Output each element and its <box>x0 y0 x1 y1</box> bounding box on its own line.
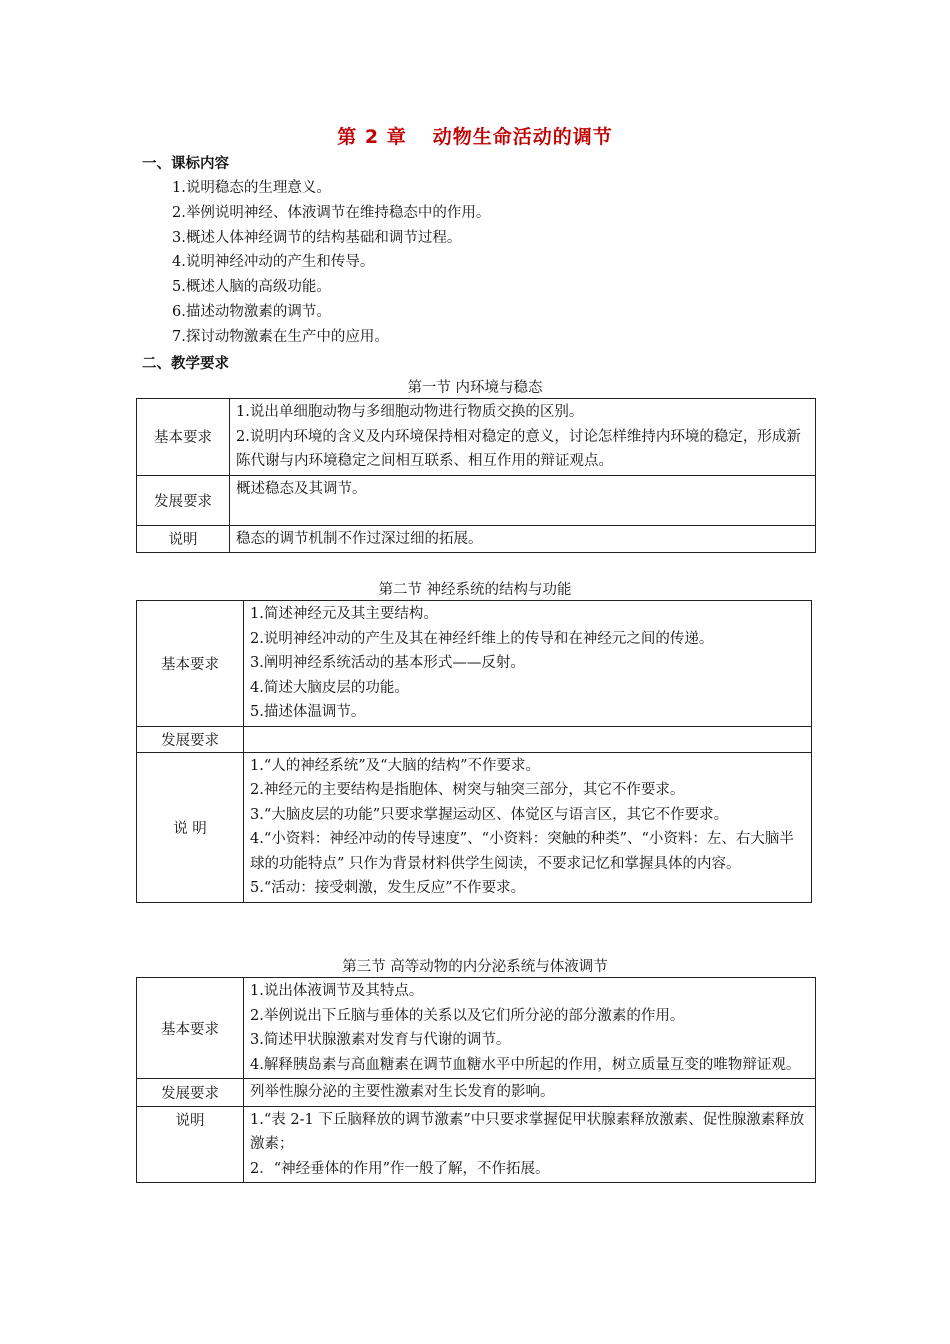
table-row-note <box>137 1106 816 1183</box>
table-row-note <box>137 525 816 553</box>
row-content <box>244 601 812 727</box>
requirement-item: 2.举例说出下丘脑与垂体的关系以及它们所分泌的部分激素的作用。 <box>250 1007 685 1024</box>
row-content <box>244 1079 816 1107</box>
section-heading-curriculum: 一、课标内容 <box>142 156 229 172</box>
table-row-development <box>137 1079 816 1107</box>
curriculum-item: 6.描述动物激素的调节。 <box>172 303 331 320</box>
section-heading-teaching: 二、教学要求 <box>142 356 229 372</box>
curriculum-list <box>172 176 490 350</box>
chapter-name: 动物生命活动的调节 <box>432 126 613 148</box>
chapter-title <box>0 122 950 149</box>
table-caption-section-2: 第二节 神经系统的结构与功能 <box>378 582 572 598</box>
requirement-item: 概述稳态及其调节。 <box>236 480 367 497</box>
row-content <box>244 752 812 902</box>
row-content <box>244 1106 816 1183</box>
row-label: 发展要求 <box>137 1079 244 1107</box>
requirement-item: 1.说出单细胞动物与多细胞动物进行物质交换的区别。 <box>236 404 584 420</box>
requirement-item: 列举性腺分泌的主要性激素对生长发育的影响。 <box>250 1084 555 1100</box>
requirement-item: 5.描述体温调节。 <box>250 704 366 720</box>
requirement-item: 3.简述甲状腺激素对发育与代谢的调节。 <box>250 1032 511 1048</box>
requirement-item: 3.阐明神经系统活动的基本形式——反射。 <box>250 655 525 671</box>
requirement-item: 4.简述大脑皮层的功能。 <box>250 679 409 696</box>
row-label: 发展要求 <box>137 475 230 525</box>
note-item: 4.“小资料：神经冲动的传导速度”、“小资料：突触的种类”、“小资料：左、右大脑半球的功能特点” 只作为背景材料供学生阅读，不要求记忆和掌握具体的内容。 <box>250 831 794 872</box>
requirement-item: 1.简述神经元及其主要结构。 <box>250 606 438 622</box>
chapter-number: 第 2 章 <box>337 126 407 148</box>
curriculum-item: 7.探讨动物激素在生产中的应用。 <box>172 328 389 345</box>
row-content <box>230 475 816 525</box>
row-label: 说明 <box>137 1106 244 1183</box>
curriculum-item: 5.概述人脑的高级功能。 <box>172 279 331 296</box>
curriculum-item: 3.概述人体神经调节的结构基础和调节过程。 <box>172 229 462 246</box>
table-row-note <box>137 752 812 902</box>
table-caption-section-1: 第一节 内环境与稳态 <box>407 380 543 396</box>
requirements-table-section-3 <box>136 977 816 1183</box>
table-caption-section-3: 第三节 高等动物的内分泌系统与体液调节 <box>342 959 608 975</box>
row-content <box>244 726 812 752</box>
table-row-basic <box>137 978 816 1079</box>
note-item: 2．“神经垂体的作用”作一般了解，不作拓展。 <box>250 1160 550 1177</box>
curriculum-item: 1.说明稳态的生理意义。 <box>172 180 331 196</box>
note-item: 2.神经元的主要结构是指胞体、树突与轴突三部分，其它不作要求。 <box>250 782 685 798</box>
requirement-item: 2.说明神经冲动的产生及其在神经纤维上的传导和在神经元之间的传递。 <box>250 630 714 647</box>
row-content <box>230 399 816 476</box>
note-item: 1.“表 2-1 下丘脑释放的调节激素”中只要求掌握促甲状腺素释放激素、促性腺激素释放激素； <box>250 1111 805 1152</box>
note-item: 稳态的调节机制不作过深过细的拓展。 <box>236 530 483 547</box>
curriculum-item: 2.举例说明神经、体液调节在维持稳态中的作用。 <box>172 204 491 221</box>
table-row-basic <box>137 601 812 727</box>
row-label: 说明 <box>137 525 230 553</box>
table-row-development <box>137 475 816 525</box>
row-label: 基本要求 <box>137 978 244 1079</box>
row-label: 基本要求 <box>137 399 230 476</box>
requirement-item: 1.说出体液调节及其特点。 <box>250 983 424 999</box>
requirement-item: 2.说明内环境的含义及内环境保持相对稳定的意义，讨论怎样维持内环境的稳定，形成新陈代谢与内环境稳定之间相互联系、相互作用的辩证观点。 <box>236 428 801 469</box>
row-label: 发展要求 <box>137 726 244 752</box>
note-item: 1.“人的神经系统”及“大脑的结构”不作要求。 <box>250 757 540 774</box>
note-item: 5.“活动：接受刺激，发生反应”不作要求。 <box>250 880 526 896</box>
row-content <box>244 978 816 1079</box>
requirement-item: 4.解释胰岛素与高血糖素在调节血糖水平中所起的作用，树立质量互变的唯物辩证观。 <box>250 1056 801 1073</box>
row-label: 基本要求 <box>137 601 244 727</box>
curriculum-item: 4.说明神经冲动的产生和传导。 <box>172 254 375 271</box>
table-row-development <box>137 726 812 752</box>
note-item: 3.“大脑皮层的功能”只要求掌握运动区、体觉区与语言区，其它不作要求。 <box>250 806 729 823</box>
row-label: 说 明 <box>137 752 244 902</box>
requirements-table-section-2 <box>136 600 812 903</box>
requirements-table-section-1 <box>136 398 816 553</box>
row-content <box>230 525 816 553</box>
table-row-basic <box>137 399 816 476</box>
